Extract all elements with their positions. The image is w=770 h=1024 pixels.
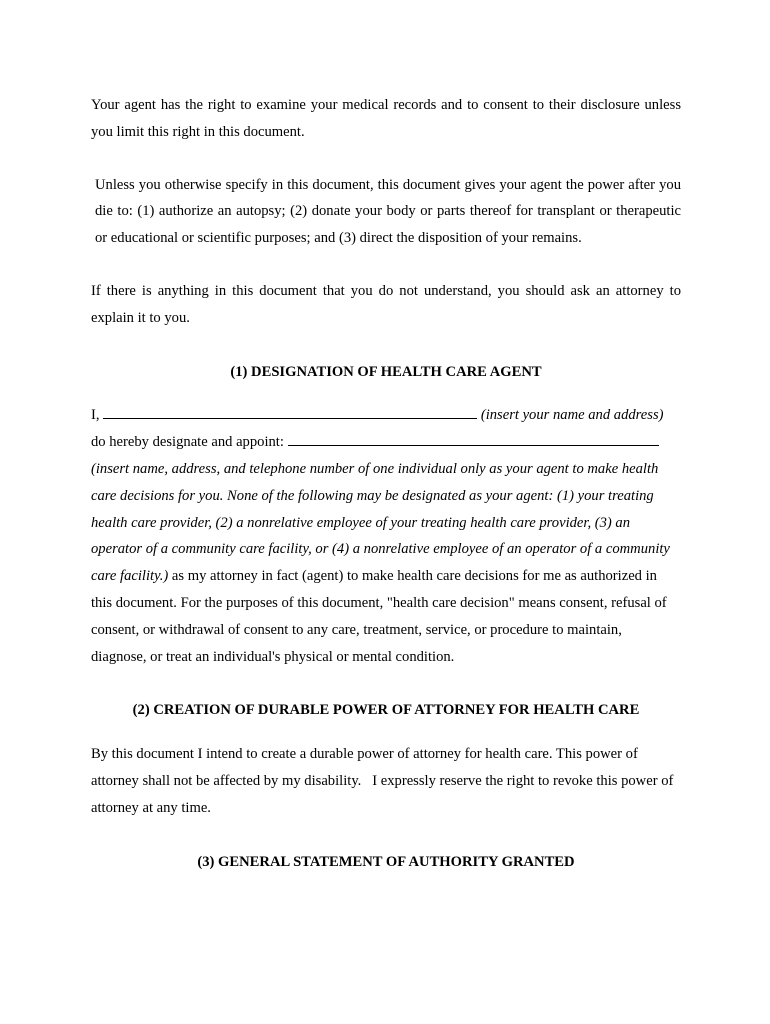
name-line (91, 402, 681, 429)
paragraph-durable-power: By this document I intend to create a durable power of attorney for health care. This power of attorney shall not be affected by my disability. I expressly reserve the right to revoke this power of attorney at any time. (91, 746, 678, 816)
section-heading-general-authority: (3) GENERAL STATEMENT OF AUTHORITY GRANTED (197, 853, 575, 870)
paragraph-attorney-help: If there is anything in this document that you do not understand, you should ask an attorney to explain it to you. (91, 282, 681, 326)
appoint-prefix: do hereby designate and appoint: (91, 434, 284, 451)
paragraph-medical-records: Your agent has the right to examine your medical records and to consent to their disclosure unless you limit this right in this document. (91, 97, 681, 140)
agent-blank[interactable] (288, 430, 659, 446)
section-heading-designation: (1) DESIGNATION OF HEALTH CARE AGENT (230, 363, 542, 380)
agent-hint: (insert name, address, and telephone number of one individual only as your agent to make health care decisions for you. None of the following may be designated as your agent: (1) your treating health care provider, (2) a nonrelative employee of your treating health care provider, (3) an operator of a community care facility, or (4) a nonrelative employee of an operator of a community care facility.) (91, 460, 670, 585)
i-prefix: I, (91, 407, 100, 424)
name-address-blank[interactable] (103, 403, 477, 419)
document-page (91, 92, 681, 875)
agent-paragraph (91, 456, 681, 670)
name-address-hint: (insert your name and address) (480, 407, 664, 424)
appoint-line (91, 429, 681, 456)
agent-authority-text: as my attorney in fact (agent) to make health care decisions for me as authorized in this document. For the purposes of this document, "health care decision" means consent, refusal of consent, or withdrawal of consent to any care, treatment, service, or procedure to maintain, diagnose, or treat an individual's physical or mental condition. (91, 568, 667, 665)
section-heading-durable-power: (2) CREATION OF DURABLE POWER OF ATTORNEY FOR HEALTH CARE (132, 702, 640, 719)
designation-block (91, 402, 681, 670)
paragraph-after-death: Unless you otherwise specify in this document, this document gives your agent the power after you die to: (1) authorize an autopsy; (2) donate your body or parts thereof for transplant or therapeutic or educational or scientific purposes; and (3) direct the disposition of your remains. (95, 176, 681, 247)
